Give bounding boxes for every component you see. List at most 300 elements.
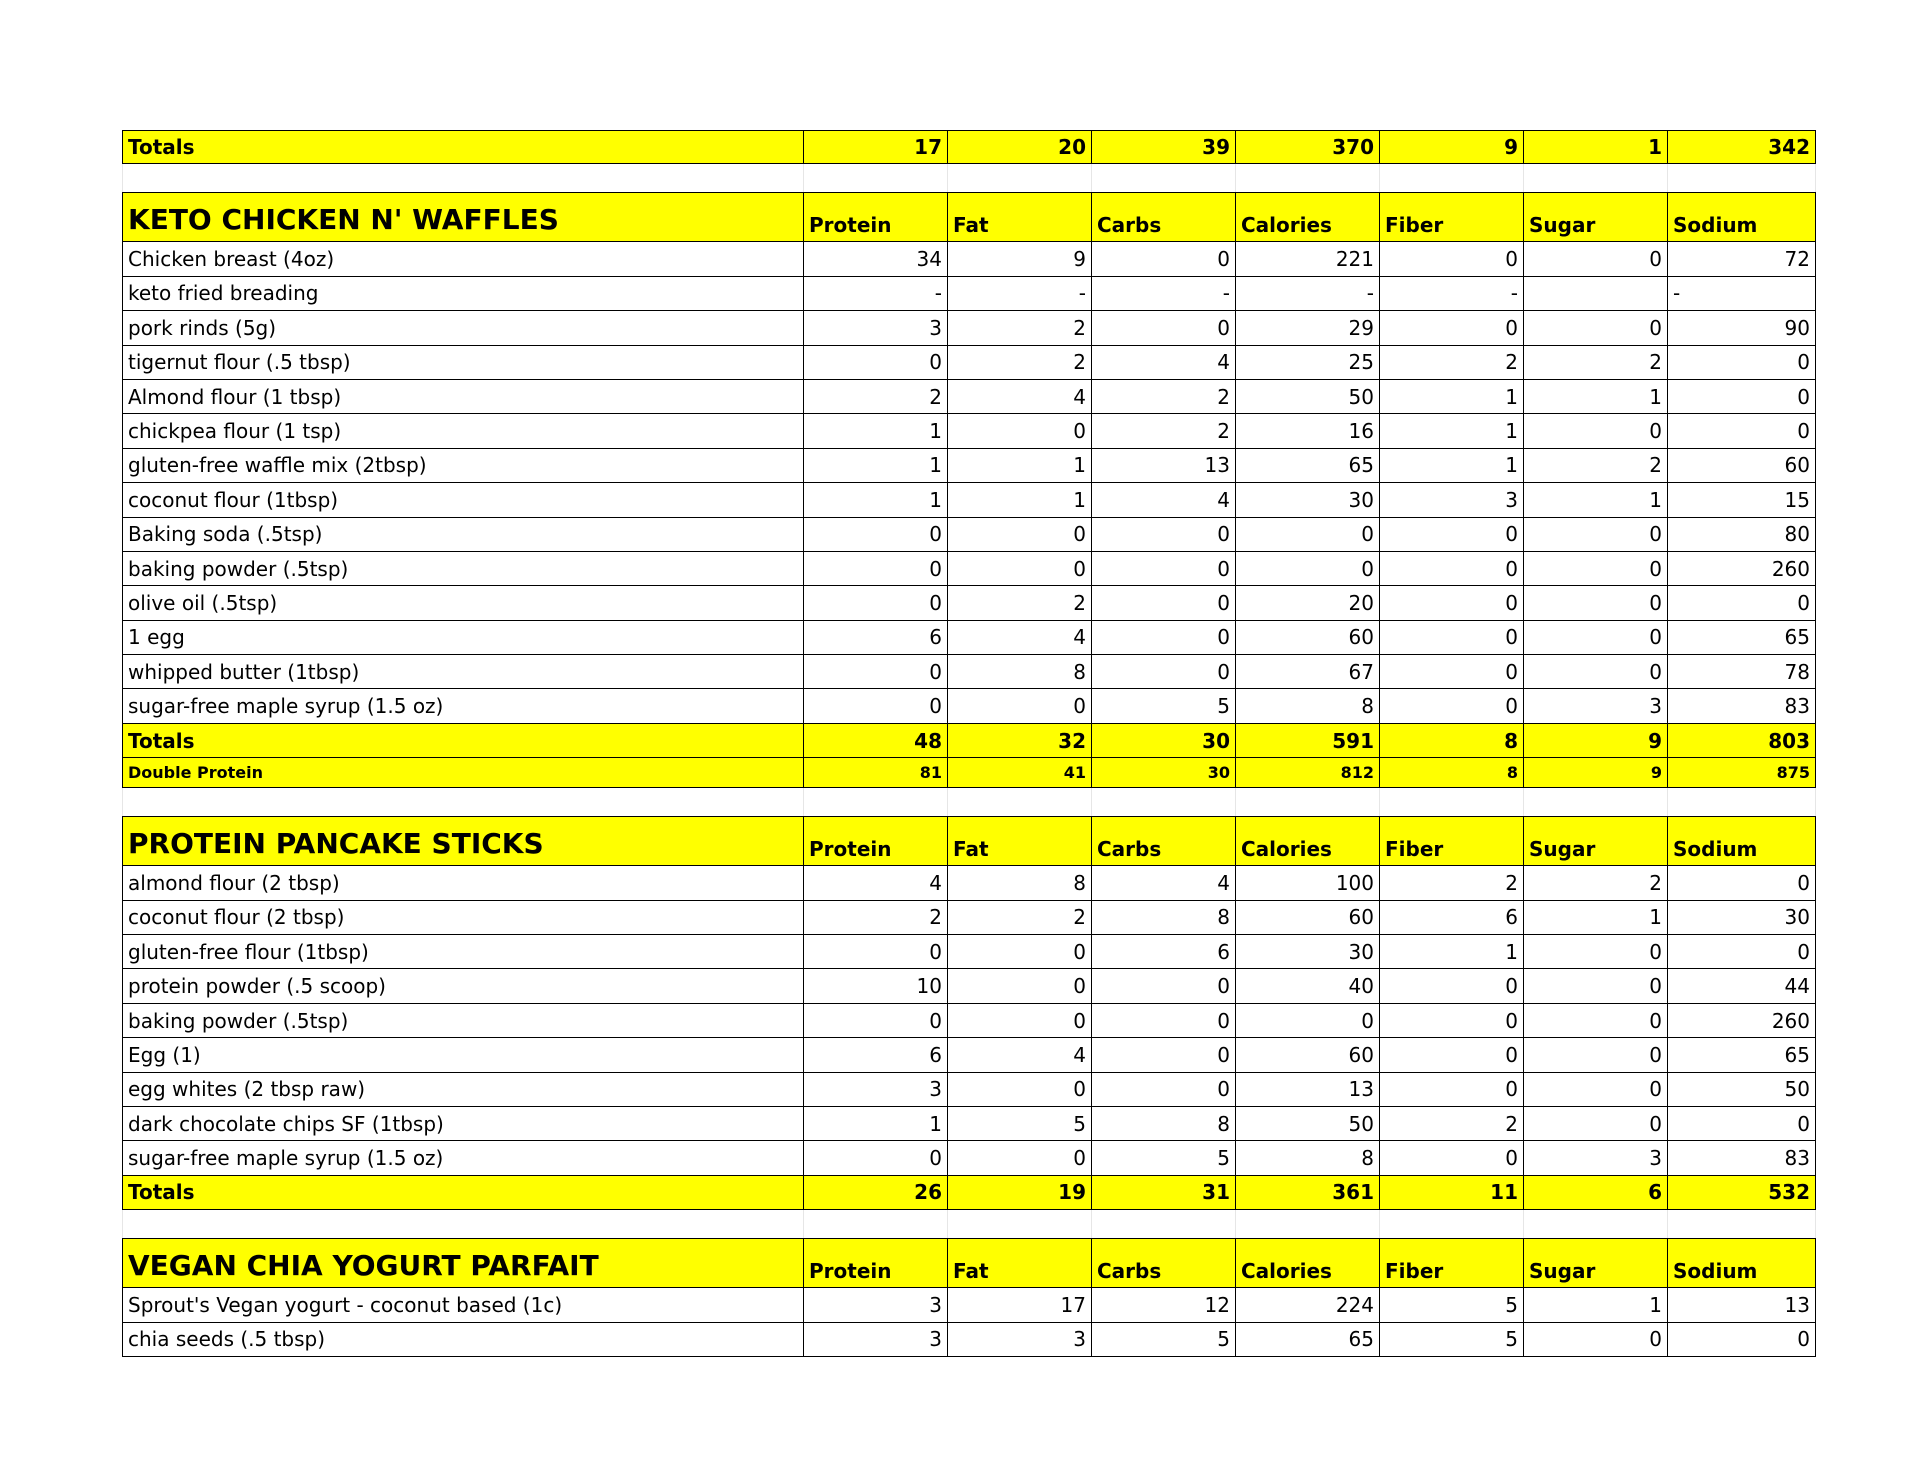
sugar-value[interactable]: 3 xyxy=(1524,1141,1668,1175)
spacer-cell xyxy=(1668,164,1816,192)
spacer-cell xyxy=(1380,788,1524,816)
double-fiber[interactable]: 8 xyxy=(1380,758,1524,788)
spacer-cell xyxy=(948,164,1092,192)
calories-value[interactable]: 65 xyxy=(1236,1323,1380,1357)
fiber-value[interactable]: 0 xyxy=(1380,689,1524,723)
calories-value[interactable]: 0 xyxy=(1236,518,1380,552)
fiber-value[interactable]: 0 xyxy=(1380,621,1524,655)
fat-value[interactable]: 0 xyxy=(948,1004,1092,1038)
summary-totals-label[interactable]: Totals xyxy=(122,130,804,164)
carbs-value[interactable]: 2 xyxy=(1092,380,1236,414)
sugar-value[interactable]: 0 xyxy=(1524,414,1668,448)
protein-value[interactable]: 10 xyxy=(804,969,948,1003)
sodium-value[interactable]: - xyxy=(1668,277,1816,311)
table-row xyxy=(122,1323,1816,1357)
table-row xyxy=(122,621,1816,655)
fiber-value[interactable]: 0 xyxy=(1380,311,1524,345)
ingredient-name[interactable]: gluten-free waffle mix (2tbsp) xyxy=(122,449,804,483)
carbs-value[interactable]: 8 xyxy=(1092,1107,1236,1141)
protein-value[interactable]: 3 xyxy=(804,1073,948,1107)
carbs-value[interactable]: 0 xyxy=(1092,242,1236,276)
column-header-sugar[interactable]: Sugar xyxy=(1524,192,1668,242)
total-sugar[interactable]: 6 xyxy=(1524,1176,1668,1210)
protein-value[interactable]: 1 xyxy=(804,414,948,448)
carbs-value[interactable]: 0 xyxy=(1092,969,1236,1003)
carbs-value[interactable]: 0 xyxy=(1092,1073,1236,1107)
recipe-sections xyxy=(122,164,1816,1357)
fat-value[interactable]: 17 xyxy=(948,1288,1092,1322)
column-header-calories[interactable]: Calories xyxy=(1236,816,1380,866)
carbs-value[interactable]: 2 xyxy=(1092,414,1236,448)
table-row xyxy=(122,449,1816,483)
ingredient-name[interactable]: egg whites (2 tbsp raw) xyxy=(122,1073,804,1107)
fiber-value[interactable]: 1 xyxy=(1380,380,1524,414)
sodium-value[interactable]: 50 xyxy=(1668,1073,1816,1107)
spacer-row xyxy=(122,788,1816,816)
ingredient-name[interactable]: sugar-free maple syrup (1.5 oz) xyxy=(122,689,804,723)
column-header-sodium[interactable]: Sodium xyxy=(1668,192,1816,242)
fiber-value[interactable]: 3 xyxy=(1380,483,1524,517)
sodium-value[interactable]: 83 xyxy=(1668,689,1816,723)
fat-value[interactable]: 0 xyxy=(948,935,1092,969)
spacer-cell xyxy=(804,164,948,192)
section-title[interactable]: PROTEIN PANCAKE STICKS xyxy=(122,816,804,866)
sugar-value[interactable]: 0 xyxy=(1524,311,1668,345)
fat-value[interactable]: 2 xyxy=(948,346,1092,380)
carbs-value[interactable]: 0 xyxy=(1092,1038,1236,1072)
sugar-value[interactable]: 1 xyxy=(1524,1288,1668,1322)
total-fat[interactable]: 19 xyxy=(948,1176,1092,1210)
double-fat[interactable]: 41 xyxy=(948,758,1092,788)
fat-value[interactable]: 0 xyxy=(948,414,1092,448)
fat-value[interactable]: 2 xyxy=(948,901,1092,935)
ingredient-name[interactable]: coconut flour (1tbsp) xyxy=(122,483,804,517)
protein-value[interactable]: 2 xyxy=(804,901,948,935)
calories-value[interactable]: 50 xyxy=(1236,380,1380,414)
total-protein[interactable]: 48 xyxy=(804,724,948,758)
protein-value[interactable]: 0 xyxy=(804,935,948,969)
sodium-value[interactable]: 0 xyxy=(1668,866,1816,900)
sodium-value[interactable]: 0 xyxy=(1668,1107,1816,1141)
ingredient-name[interactable]: coconut flour (2 tbsp) xyxy=(122,901,804,935)
column-header-sugar[interactable]: Sugar xyxy=(1524,1238,1668,1288)
ingredient-name[interactable]: chia seeds (.5 tbsp) xyxy=(122,1323,804,1357)
carbs-value[interactable]: 0 xyxy=(1092,621,1236,655)
protein-value[interactable]: 6 xyxy=(804,1038,948,1072)
table-row xyxy=(122,1141,1816,1175)
carbs-value[interactable]: 6 xyxy=(1092,935,1236,969)
fat-value[interactable]: 4 xyxy=(948,380,1092,414)
sodium-value[interactable]: 0 xyxy=(1668,414,1816,448)
table-row xyxy=(122,346,1816,380)
calories-value[interactable]: 224 xyxy=(1236,1288,1380,1322)
protein-value[interactable]: 0 xyxy=(804,586,948,620)
total-carbs[interactable]: 30 xyxy=(1092,724,1236,758)
summary-protein[interactable]: 17 xyxy=(804,130,948,164)
carbs-value[interactable]: 0 xyxy=(1092,1004,1236,1038)
column-header-sugar[interactable]: Sugar xyxy=(1524,816,1668,866)
spacer-row xyxy=(122,1210,1816,1238)
spacer-cell xyxy=(1524,788,1668,816)
ingredient-name[interactable]: baking powder (.5tsp) xyxy=(122,1004,804,1038)
spacer-cell xyxy=(948,788,1092,816)
ingredient-name[interactable]: Egg (1) xyxy=(122,1038,804,1072)
ingredient-name[interactable]: Almond flour (1 tbsp) xyxy=(122,380,804,414)
carbs-value[interactable]: 0 xyxy=(1092,586,1236,620)
protein-value[interactable]: 3 xyxy=(804,1288,948,1322)
table-row xyxy=(122,901,1816,935)
protein-value[interactable]: 1 xyxy=(804,483,948,517)
sugar-value[interactable]: 0 xyxy=(1524,1107,1668,1141)
fat-value[interactable]: 0 xyxy=(948,689,1092,723)
sodium-value[interactable]: 13 xyxy=(1668,1288,1816,1322)
table-row xyxy=(122,1004,1816,1038)
fat-value[interactable]: 0 xyxy=(948,1073,1092,1107)
sodium-value[interactable]: 78 xyxy=(1668,655,1816,689)
sugar-value[interactable] xyxy=(1524,277,1668,311)
total-sodium[interactable]: 532 xyxy=(1668,1176,1816,1210)
protein-value[interactable]: 0 xyxy=(804,518,948,552)
fat-value[interactable]: 2 xyxy=(948,586,1092,620)
calories-value[interactable]: 13 xyxy=(1236,1073,1380,1107)
total-calories[interactable]: 361 xyxy=(1236,1176,1380,1210)
sodium-value[interactable]: 0 xyxy=(1668,1323,1816,1357)
total-fiber[interactable]: 11 xyxy=(1380,1176,1524,1210)
ingredient-name[interactable]: Sprout's Vegan yogurt - coconut based (1c) xyxy=(122,1288,804,1322)
sugar-value[interactable]: 0 xyxy=(1524,242,1668,276)
fiber-value[interactable]: 0 xyxy=(1380,1038,1524,1072)
protein-value[interactable]: 0 xyxy=(804,655,948,689)
column-header-carbs[interactable]: Carbs xyxy=(1092,192,1236,242)
protein-value[interactable]: 3 xyxy=(804,1323,948,1357)
fat-value[interactable]: 0 xyxy=(948,969,1092,1003)
total-sodium[interactable]: 803 xyxy=(1668,724,1816,758)
ingredient-name[interactable]: chickpea flour (1 tsp) xyxy=(122,414,804,448)
calories-value[interactable]: 60 xyxy=(1236,901,1380,935)
column-header-protein[interactable]: Protein xyxy=(804,816,948,866)
protein-value[interactable]: 0 xyxy=(804,689,948,723)
fat-value[interactable]: 4 xyxy=(948,1038,1092,1072)
column-header-calories[interactable]: Calories xyxy=(1236,192,1380,242)
sodium-value[interactable]: 65 xyxy=(1668,621,1816,655)
fat-value[interactable]: - xyxy=(948,277,1092,311)
protein-value[interactable]: 6 xyxy=(804,621,948,655)
table-row xyxy=(122,311,1816,345)
column-header-protein[interactable]: Protein xyxy=(804,192,948,242)
column-header-fiber[interactable]: Fiber xyxy=(1380,1238,1524,1288)
ingredient-name[interactable]: keto fried breading xyxy=(122,277,804,311)
protein-value[interactable]: 4 xyxy=(804,866,948,900)
protein-value[interactable]: 34 xyxy=(804,242,948,276)
fat-value[interactable]: 0 xyxy=(948,552,1092,586)
column-header-calories[interactable]: Calories xyxy=(1236,1238,1380,1288)
fiber-value[interactable]: 5 xyxy=(1380,1323,1524,1357)
sugar-value[interactable]: 0 xyxy=(1524,1073,1668,1107)
table-row xyxy=(122,414,1816,448)
spacer-cell xyxy=(1524,164,1668,192)
double-calories[interactable]: 812 xyxy=(1236,758,1380,788)
carbs-value[interactable]: 5 xyxy=(1092,689,1236,723)
fiber-value[interactable]: 0 xyxy=(1380,552,1524,586)
sugar-value[interactable]: 0 xyxy=(1524,621,1668,655)
sodium-value[interactable]: 0 xyxy=(1668,346,1816,380)
table-row xyxy=(122,277,1816,311)
carbs-value[interactable]: 8 xyxy=(1092,901,1236,935)
column-header-fat[interactable]: Fat xyxy=(948,1238,1092,1288)
section-title[interactable]: KETO CHICKEN N' WAFFLES xyxy=(122,192,804,242)
table-row xyxy=(122,935,1816,969)
fat-value[interactable]: 9 xyxy=(948,242,1092,276)
double-protein-row xyxy=(122,758,1816,788)
fiber-value[interactable]: 0 xyxy=(1380,518,1524,552)
spacer-cell xyxy=(1092,164,1236,192)
spacer-cell xyxy=(1236,788,1380,816)
fiber-value[interactable]: 5 xyxy=(1380,1288,1524,1322)
sodium-value[interactable]: 15 xyxy=(1668,483,1816,517)
sodium-value[interactable]: 0 xyxy=(1668,380,1816,414)
fat-value[interactable]: 1 xyxy=(948,449,1092,483)
calories-value[interactable]: 40 xyxy=(1236,969,1380,1003)
protein-value[interactable]: 0 xyxy=(804,1004,948,1038)
total-carbs[interactable]: 31 xyxy=(1092,1176,1236,1210)
table-row xyxy=(122,242,1816,276)
section-header xyxy=(122,816,1816,866)
column-header-fat[interactable]: Fat xyxy=(948,816,1092,866)
spacer-cell xyxy=(1668,788,1816,816)
ingredient-name[interactable]: pork rinds (5g) xyxy=(122,311,804,345)
section-title[interactable]: VEGAN CHIA YOGURT PARFAIT xyxy=(122,1238,804,1288)
fiber-value[interactable]: 2 xyxy=(1380,1107,1524,1141)
table-row xyxy=(122,586,1816,620)
sodium-value[interactable]: 0 xyxy=(1668,935,1816,969)
sodium-value[interactable]: 30 xyxy=(1668,901,1816,935)
ingredient-name[interactable]: 1 egg xyxy=(122,621,804,655)
protein-value[interactable]: 0 xyxy=(804,1141,948,1175)
nutrition-spreadsheet xyxy=(122,130,1816,1357)
spacer-cell xyxy=(1524,1210,1668,1238)
column-header-fiber[interactable]: Fiber xyxy=(1380,192,1524,242)
fiber-value[interactable]: 2 xyxy=(1380,866,1524,900)
carbs-value[interactable]: 0 xyxy=(1092,518,1236,552)
summary-carbs[interactable]: 39 xyxy=(1092,130,1236,164)
carbs-value[interactable]: 0 xyxy=(1092,655,1236,689)
protein-value[interactable]: 1 xyxy=(804,1107,948,1141)
sodium-value[interactable]: 0 xyxy=(1668,586,1816,620)
sugar-value[interactable]: 0 xyxy=(1524,1004,1668,1038)
fiber-value[interactable]: 1 xyxy=(1380,449,1524,483)
spacer-cell xyxy=(122,788,804,816)
calories-value[interactable]: 16 xyxy=(1236,414,1380,448)
calories-value[interactable]: 29 xyxy=(1236,311,1380,345)
calories-value[interactable]: 0 xyxy=(1236,552,1380,586)
fat-value[interactable]: 0 xyxy=(948,1141,1092,1175)
fat-value[interactable]: 8 xyxy=(948,655,1092,689)
protein-value[interactable]: 2 xyxy=(804,380,948,414)
fiber-value[interactable]: 2 xyxy=(1380,346,1524,380)
double-sugar[interactable]: 9 xyxy=(1524,758,1668,788)
total-sugar[interactable]: 9 xyxy=(1524,724,1668,758)
summary-fat[interactable]: 20 xyxy=(948,130,1092,164)
table-row xyxy=(122,689,1816,723)
calories-value[interactable]: 60 xyxy=(1236,621,1380,655)
sugar-value[interactable]: 1 xyxy=(1524,901,1668,935)
carbs-value[interactable]: 13 xyxy=(1092,449,1236,483)
calories-value[interactable]: 60 xyxy=(1236,1038,1380,1072)
calories-value[interactable]: 30 xyxy=(1236,483,1380,517)
table-row xyxy=(122,1073,1816,1107)
sodium-value[interactable]: 44 xyxy=(1668,969,1816,1003)
spacer-cell xyxy=(1380,1210,1524,1238)
table-row xyxy=(122,655,1816,689)
summary-sugar[interactable]: 1 xyxy=(1524,130,1668,164)
carbs-value[interactable]: - xyxy=(1092,277,1236,311)
sugar-value[interactable]: 0 xyxy=(1524,1038,1668,1072)
double-protein-label[interactable]: Double Protein xyxy=(122,758,804,788)
fiber-value[interactable]: 0 xyxy=(1380,1004,1524,1038)
fat-value[interactable]: 0 xyxy=(948,518,1092,552)
column-header-sodium[interactable]: Sodium xyxy=(1668,816,1816,866)
calories-value[interactable]: 67 xyxy=(1236,655,1380,689)
sugar-value[interactable]: 1 xyxy=(1524,380,1668,414)
summary-calories[interactable]: 370 xyxy=(1236,130,1380,164)
ingredient-name[interactable]: almond flour (2 tbsp) xyxy=(122,866,804,900)
total-fiber[interactable]: 8 xyxy=(1380,724,1524,758)
fiber-value[interactable]: 0 xyxy=(1380,969,1524,1003)
double-protein[interactable]: 81 xyxy=(804,758,948,788)
sodium-value[interactable]: 260 xyxy=(1668,1004,1816,1038)
total-fat[interactable]: 32 xyxy=(948,724,1092,758)
sodium-value[interactable]: 72 xyxy=(1668,242,1816,276)
calories-value[interactable]: 8 xyxy=(1236,1141,1380,1175)
ingredient-name[interactable]: whipped butter (1tbsp) xyxy=(122,655,804,689)
fat-value[interactable]: 3 xyxy=(948,1323,1092,1357)
column-header-carbs[interactable]: Carbs xyxy=(1092,816,1236,866)
sugar-value[interactable]: 3 xyxy=(1524,689,1668,723)
column-header-fat[interactable]: Fat xyxy=(948,192,1092,242)
ingredient-name[interactable]: tigernut flour (.5 tbsp) xyxy=(122,346,804,380)
sugar-value[interactable]: 2 xyxy=(1524,449,1668,483)
fiber-value[interactable]: - xyxy=(1380,277,1524,311)
sodium-value[interactable]: 65 xyxy=(1668,1038,1816,1072)
totals-label[interactable]: Totals xyxy=(122,724,804,758)
column-header-sodium[interactable]: Sodium xyxy=(1668,1238,1816,1288)
fiber-value[interactable]: 0 xyxy=(1380,242,1524,276)
calories-value[interactable]: 100 xyxy=(1236,866,1380,900)
carbs-value[interactable]: 4 xyxy=(1092,483,1236,517)
sodium-value[interactable]: 90 xyxy=(1668,311,1816,345)
section-header xyxy=(122,1238,1816,1288)
ingredient-name[interactable]: gluten-free flour (1tbsp) xyxy=(122,935,804,969)
calories-value[interactable]: 65 xyxy=(1236,449,1380,483)
protein-value[interactable]: 1 xyxy=(804,449,948,483)
sugar-value[interactable]: 0 xyxy=(1524,935,1668,969)
summary-fiber[interactable]: 9 xyxy=(1380,130,1524,164)
ingredient-name[interactable]: dark chocolate chips SF (1tbsp) xyxy=(122,1107,804,1141)
total-protein[interactable]: 26 xyxy=(804,1176,948,1210)
ingredient-name[interactable]: baking powder (.5tsp) xyxy=(122,552,804,586)
fiber-value[interactable]: 1 xyxy=(1380,935,1524,969)
double-carbs[interactable]: 30 xyxy=(1092,758,1236,788)
column-header-protein[interactable]: Protein xyxy=(804,1238,948,1288)
calories-value[interactable]: 221 xyxy=(1236,242,1380,276)
totals-label[interactable]: Totals xyxy=(122,1176,804,1210)
calories-value[interactable]: 0 xyxy=(1236,1004,1380,1038)
sodium-value[interactable]: 80 xyxy=(1668,518,1816,552)
carbs-value[interactable]: 0 xyxy=(1092,552,1236,586)
fiber-value[interactable]: 0 xyxy=(1380,1141,1524,1175)
spacer-cell xyxy=(1236,1210,1380,1238)
table-row xyxy=(122,518,1816,552)
calories-value[interactable]: - xyxy=(1236,277,1380,311)
calories-value[interactable]: 30 xyxy=(1236,935,1380,969)
calories-value[interactable]: 50 xyxy=(1236,1107,1380,1141)
protein-value[interactable]: - xyxy=(804,277,948,311)
double-sodium[interactable]: 875 xyxy=(1668,758,1816,788)
carbs-value[interactable]: 0 xyxy=(1092,311,1236,345)
fiber-value[interactable]: 0 xyxy=(1380,586,1524,620)
sugar-value[interactable]: 0 xyxy=(1524,1323,1668,1357)
fiber-value[interactable]: 0 xyxy=(1380,655,1524,689)
calories-value[interactable]: 25 xyxy=(1236,346,1380,380)
protein-value[interactable]: 0 xyxy=(804,346,948,380)
ingredient-name[interactable]: protein powder (.5 scoop) xyxy=(122,969,804,1003)
fiber-value[interactable]: 0 xyxy=(1380,1073,1524,1107)
protein-value[interactable]: 0 xyxy=(804,552,948,586)
sodium-value[interactable]: 60 xyxy=(1668,449,1816,483)
sodium-value[interactable]: 260 xyxy=(1668,552,1816,586)
sodium-value[interactable]: 83 xyxy=(1668,1141,1816,1175)
carbs-value[interactable]: 5 xyxy=(1092,1141,1236,1175)
column-header-carbs[interactable]: Carbs xyxy=(1092,1238,1236,1288)
ingredient-name[interactable]: Chicken breast (4oz) xyxy=(122,242,804,276)
fiber-value[interactable]: 1 xyxy=(1380,414,1524,448)
sugar-value[interactable]: 2 xyxy=(1524,866,1668,900)
fat-value[interactable]: 2 xyxy=(948,311,1092,345)
sugar-value[interactable]: 0 xyxy=(1524,969,1668,1003)
ingredient-name[interactable]: Baking soda (.5tsp) xyxy=(122,518,804,552)
summary-sodium[interactable]: 342 xyxy=(1668,130,1816,164)
sugar-value[interactable]: 2 xyxy=(1524,346,1668,380)
table-row xyxy=(122,1288,1816,1322)
carbs-value[interactable]: 12 xyxy=(1092,1288,1236,1322)
ingredient-name[interactable]: sugar-free maple syrup (1.5 oz) xyxy=(122,1141,804,1175)
ingredient-name[interactable]: olive oil (.5tsp) xyxy=(122,586,804,620)
total-calories[interactable]: 591 xyxy=(1236,724,1380,758)
spacer-cell xyxy=(1668,1210,1816,1238)
sugar-value[interactable]: 0 xyxy=(1524,655,1668,689)
carbs-value[interactable]: 4 xyxy=(1092,346,1236,380)
calories-value[interactable]: 20 xyxy=(1236,586,1380,620)
sugar-value[interactable]: 0 xyxy=(1524,552,1668,586)
spacer-cell xyxy=(948,1210,1092,1238)
fat-value[interactable]: 1 xyxy=(948,483,1092,517)
fat-value[interactable]: 4 xyxy=(948,621,1092,655)
fat-value[interactable]: 5 xyxy=(948,1107,1092,1141)
sugar-value[interactable]: 0 xyxy=(1524,586,1668,620)
protein-value[interactable]: 3 xyxy=(804,311,948,345)
spacer-cell xyxy=(804,788,948,816)
calories-value[interactable]: 8 xyxy=(1236,689,1380,723)
column-header-fiber[interactable]: Fiber xyxy=(1380,816,1524,866)
carbs-value[interactable]: 4 xyxy=(1092,866,1236,900)
fat-value[interactable]: 8 xyxy=(948,866,1092,900)
carbs-value[interactable]: 5 xyxy=(1092,1323,1236,1357)
sugar-value[interactable]: 0 xyxy=(1524,518,1668,552)
sugar-value[interactable]: 1 xyxy=(1524,483,1668,517)
table-row xyxy=(122,1107,1816,1141)
spacer-cell xyxy=(122,164,804,192)
fiber-value[interactable]: 6 xyxy=(1380,901,1524,935)
